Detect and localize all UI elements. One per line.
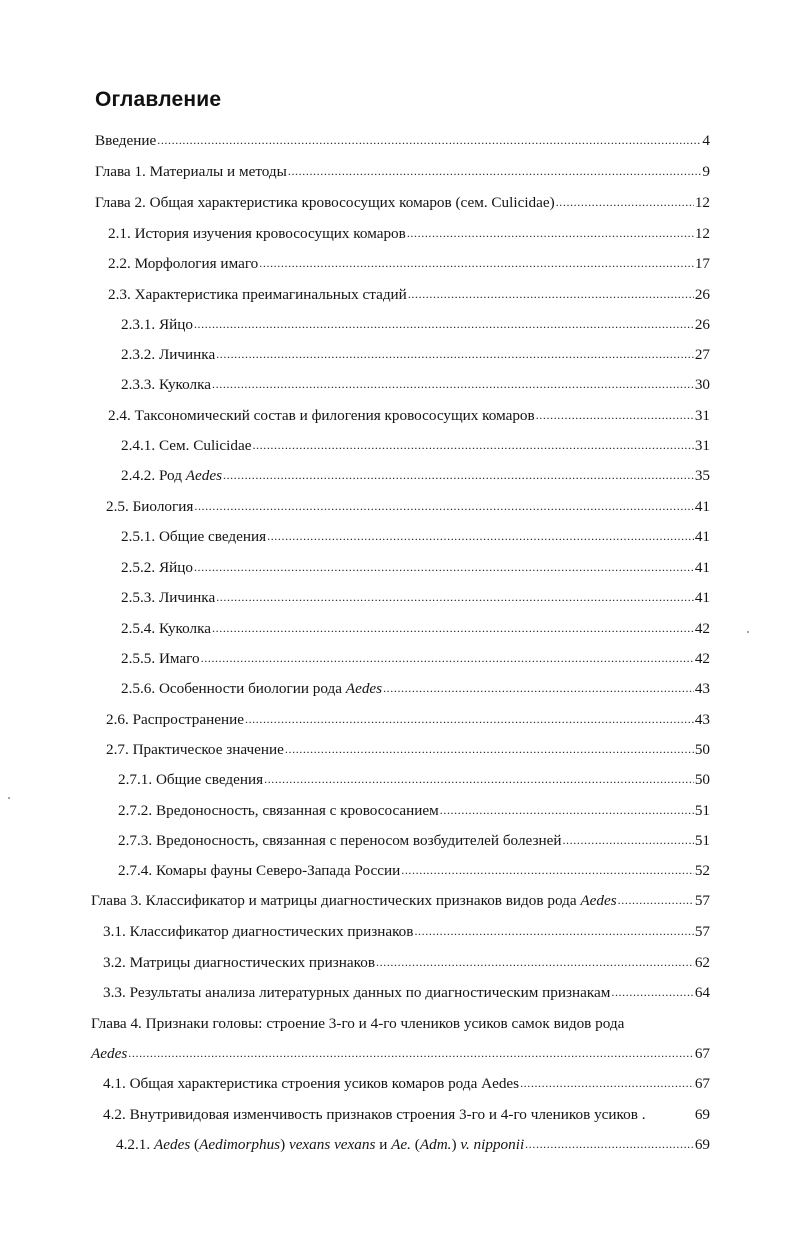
toc-entry-chapter-2[interactable] bbox=[95, 191, 710, 215]
dot-leader bbox=[194, 312, 694, 336]
toc-page-number: 64 bbox=[694, 984, 710, 1001]
scan-speck bbox=[747, 631, 749, 633]
toc-page-number: 41 bbox=[694, 528, 710, 545]
toc-entry-label: 2.5.2. Яйцо bbox=[121, 559, 193, 576]
toc-page-number: 41 bbox=[694, 498, 710, 515]
toc-entry-2-7-3[interactable] bbox=[118, 829, 710, 853]
toc-entry-3-2[interactable] bbox=[103, 951, 710, 975]
toc-entry-2-5-1[interactable] bbox=[121, 525, 710, 549]
toc-entry-label: Глава 4. Признаки головы: строение 3-го и 4-го члеников усиков самок видов рода bbox=[91, 1015, 625, 1032]
toc-entry-label: 2.3. Характеристика преимагинальных стадий bbox=[108, 286, 407, 303]
toc-page-number: 51 bbox=[694, 802, 710, 819]
toc-entry-2-3[interactable] bbox=[108, 283, 710, 307]
toc-entry-label: 2.3.1. Яйцо bbox=[121, 316, 193, 333]
toc-entry-label: 2.4.1. Сем. Culicidae bbox=[121, 437, 252, 454]
toc-entry-label: 2.7.1. Общие сведения bbox=[118, 771, 264, 788]
toc-entry-label: 2.5.4. Куколка bbox=[121, 620, 212, 637]
dot-leader bbox=[223, 463, 694, 487]
toc-entry-label: 2.3.3. Куколка bbox=[121, 376, 212, 393]
toc-entry-intro[interactable] bbox=[95, 129, 710, 153]
toc-page-number: 57 bbox=[694, 923, 710, 940]
dot-leader bbox=[407, 221, 694, 245]
dot-leader bbox=[201, 646, 694, 670]
toc-page-number: 26 bbox=[694, 316, 710, 333]
dot-leader bbox=[618, 888, 694, 912]
dot-leader bbox=[440, 798, 694, 822]
dot-leader bbox=[212, 372, 694, 396]
toc-entry-chapter-1[interactable] bbox=[95, 160, 710, 184]
dot-leader bbox=[408, 282, 694, 306]
toc-entry-label: Глава 1. Материалы и методы bbox=[95, 163, 287, 180]
toc-entry-3-3[interactable] bbox=[103, 981, 710, 1005]
toc-entry-2-2[interactable] bbox=[108, 252, 710, 276]
toc-entry-2-7[interactable] bbox=[106, 738, 710, 762]
toc-entry-label: 4.2. Внутривидовая изменчивость признаков строения 3-го и 4-го члеников усиков . bbox=[103, 1106, 646, 1123]
toc-page-number: 62 bbox=[694, 954, 710, 971]
dot-leader bbox=[216, 585, 694, 609]
dot-leader bbox=[536, 403, 694, 427]
toc-page-number: 52 bbox=[694, 862, 710, 879]
toc-entry-2-5-5[interactable] bbox=[121, 647, 710, 671]
dot-leader bbox=[520, 1071, 694, 1095]
toc-entry-2-4-1[interactable] bbox=[121, 434, 710, 458]
dot-leader bbox=[259, 251, 694, 275]
dot-leader bbox=[245, 707, 694, 731]
toc-entry-2-7-2[interactable] bbox=[118, 799, 710, 823]
toc-page-number: 43 bbox=[694, 711, 710, 728]
dot-leader bbox=[216, 342, 694, 366]
toc-page-number: 50 bbox=[694, 771, 710, 788]
dot-leader bbox=[376, 950, 694, 974]
toc-entry-label: 2.4. Таксономический состав и филогения кровососущих комаров bbox=[108, 407, 535, 424]
toc-entry-2-7-4[interactable] bbox=[118, 859, 710, 883]
toc-page-number: 67 bbox=[694, 1075, 710, 1092]
toc-entry-3-1[interactable] bbox=[103, 920, 710, 944]
toc-entry-label: 2.5.6. Особенности биологии рода Aedes bbox=[121, 680, 383, 697]
toc-entry-label: 2.7.3. Вредоносность, связанная с переносом возбудителей болезней bbox=[118, 832, 562, 849]
toc-entry-2-4-2[interactable] bbox=[121, 464, 710, 488]
toc-entry-4-2[interactable] bbox=[103, 1103, 710, 1127]
dot-leader bbox=[288, 159, 702, 183]
toc-page-number: 69 bbox=[694, 1136, 710, 1153]
dot-leader bbox=[562, 828, 693, 852]
toc-page-number: 4 bbox=[702, 132, 710, 149]
dot-leader bbox=[414, 919, 693, 943]
dot-leader bbox=[128, 1041, 694, 1065]
toc-entry-label: 4.1. Общая характеристика строения усиков комаров рода Aedes bbox=[103, 1075, 520, 1092]
toc-page-number: 26 bbox=[694, 286, 710, 303]
toc-entry-2-3-2[interactable] bbox=[121, 343, 710, 367]
toc-entry-2-5-4[interactable] bbox=[121, 617, 710, 641]
toc-page-number: 27 bbox=[694, 346, 710, 363]
toc-entry-label: Глава 3. Классификатор и матрицы диагностических признаков видов рода Aedes bbox=[91, 892, 617, 909]
dot-leader bbox=[525, 1132, 694, 1156]
toc-entry-2-3-1[interactable] bbox=[121, 313, 710, 337]
toc-entry-chapter-3[interactable] bbox=[91, 889, 710, 913]
toc-entry-label: 2.5.5. Имаго bbox=[121, 650, 200, 667]
toc-page-number: 43 bbox=[694, 680, 710, 697]
toc-entry-2-5[interactable] bbox=[106, 495, 710, 519]
toc-entry-2-5-6[interactable] bbox=[121, 677, 710, 701]
toc-entry-label: 2.6. Распространение bbox=[106, 711, 244, 728]
toc-entry-label: 2.1. История изучения кровососущих комаров bbox=[108, 225, 406, 242]
dot-leader bbox=[194, 494, 693, 518]
toc-entry-chapter-4-continued[interactable] bbox=[91, 1042, 710, 1066]
toc-page-number: 42 bbox=[694, 620, 710, 637]
dot-leader bbox=[157, 128, 701, 152]
dot-leader bbox=[264, 767, 694, 791]
toc-entry-label: 2.5.1. Общие сведения bbox=[121, 528, 267, 545]
toc-entry-label: 2.3.2. Личинка bbox=[121, 346, 216, 363]
toc-entry-label: Введение bbox=[95, 132, 157, 149]
toc-page-number: 41 bbox=[694, 589, 710, 606]
toc-entry-chapter-4[interactable] bbox=[91, 1012, 710, 1036]
toc-page-number: 31 bbox=[694, 437, 710, 454]
dot-leader bbox=[611, 980, 693, 1004]
toc-entry-4-1[interactable] bbox=[103, 1072, 710, 1096]
page-title: Оглавление bbox=[95, 88, 222, 111]
toc-page-number: 50 bbox=[694, 741, 710, 758]
toc-entry-2-3-3[interactable] bbox=[121, 373, 710, 397]
dot-leader bbox=[252, 433, 693, 457]
toc-entry-label: 2.7.4. Комары фауны Северо-Запада России bbox=[118, 862, 401, 879]
scan-speck bbox=[8, 797, 10, 799]
toc-entry-label: 3.2. Матрицы диагностических признаков bbox=[103, 954, 376, 971]
toc-entry-label: 4.2.1. Aedes (Aedimorphus) vexans vexans и Ae. (Adm.) v. nipponii bbox=[116, 1136, 525, 1153]
toc-page-number: 17 bbox=[694, 255, 710, 272]
toc-entry-label: 2.5.3. Личинка bbox=[121, 589, 216, 606]
toc-page-number: 69 bbox=[694, 1106, 710, 1123]
toc-page-number: 35 bbox=[694, 467, 710, 484]
toc-page-number: 30 bbox=[694, 376, 710, 393]
toc-entry-4-2-1[interactable] bbox=[116, 1133, 710, 1157]
dot-leader bbox=[556, 190, 694, 214]
dot-leader bbox=[267, 524, 694, 548]
toc-entry-2-1[interactable] bbox=[108, 222, 710, 246]
toc-page-number: 31 bbox=[694, 407, 710, 424]
toc-page-number: 9 bbox=[702, 163, 710, 180]
toc-page-number: 12 bbox=[694, 194, 710, 211]
toc-entry-label: 2.4.2. Род Aedes bbox=[121, 467, 222, 484]
toc-entry-label: 2.7. Практическое значение bbox=[106, 741, 284, 758]
toc-page-number: 67 bbox=[694, 1045, 710, 1062]
toc-entry-label: 2.7.2. Вредоносность, связанная с кровососанием bbox=[118, 802, 439, 819]
toc-entry-label: Aedes bbox=[91, 1045, 128, 1062]
dot-leader bbox=[194, 555, 694, 579]
toc-entry-label: 3.1. Классификатор диагностических признаков bbox=[103, 923, 414, 940]
toc-page-number: 51 bbox=[694, 832, 710, 849]
toc-page-number: 42 bbox=[694, 650, 710, 667]
toc-entry-2-4[interactable] bbox=[108, 404, 710, 428]
toc-entry-label: 2.2. Морфология имаго bbox=[108, 255, 259, 272]
toc-page-number: 12 bbox=[694, 225, 710, 242]
dot-leader bbox=[383, 676, 694, 700]
dot-leader bbox=[212, 616, 694, 640]
toc-page-number: 57 bbox=[694, 892, 710, 909]
toc-entry-2-6[interactable] bbox=[106, 708, 710, 732]
toc-entry-2-5-2[interactable] bbox=[121, 556, 710, 580]
toc-entry-label: Глава 2. Общая характеристика кровососущих комаров (сем. Culicidae) bbox=[95, 194, 555, 211]
toc-entry-2-5-3[interactable] bbox=[121, 586, 710, 610]
toc-entry-label: 2.5. Биология bbox=[106, 498, 194, 515]
toc-entry-2-7-1[interactable] bbox=[118, 768, 710, 792]
dot-leader bbox=[401, 858, 694, 882]
toc-entry-label: 3.3. Результаты анализа литературных данных по диагностическим признакам bbox=[103, 984, 611, 1001]
toc-page-number: 41 bbox=[694, 559, 710, 576]
dot-leader bbox=[285, 737, 694, 761]
